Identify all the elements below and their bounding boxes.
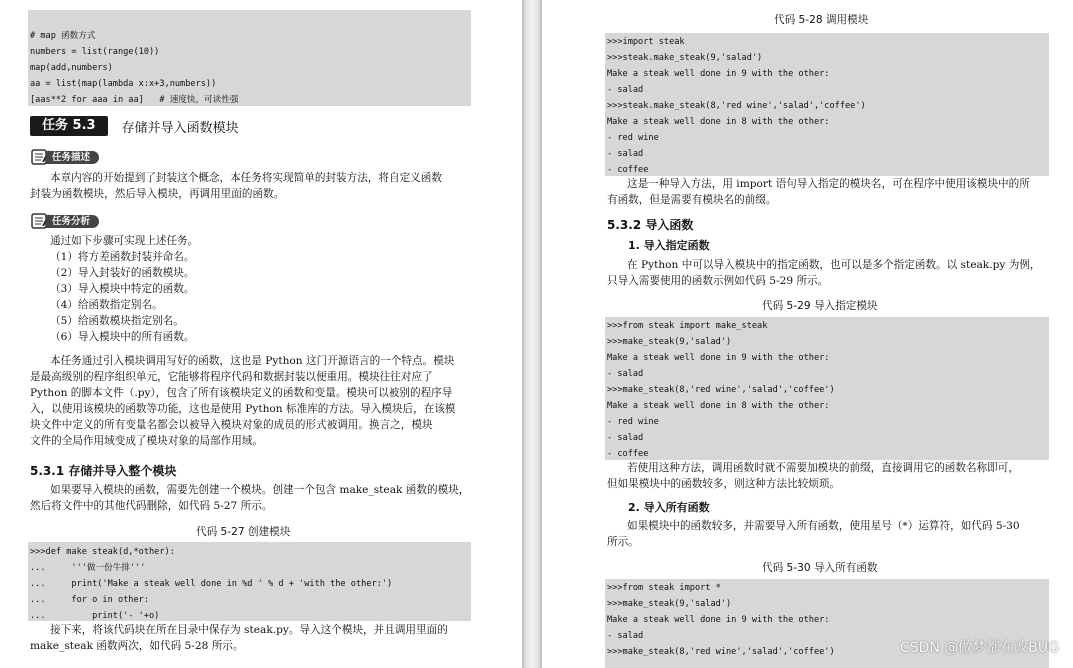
code-block-5-29: [605, 317, 1049, 460]
sub-import-specific-heading: 1. 导入指定函数: [628, 239, 710, 252]
text-line: （4）给函数指定别名。: [50, 299, 163, 311]
text-line: >>>steak.make_steak(9,'salad'): [607, 53, 763, 63]
section-5-3-2-heading: 5.3.2 导入函数: [607, 218, 694, 232]
caption-5-28: 代码 5-28 调用模块: [774, 14, 869, 26]
intro-paragraph: [30, 353, 475, 449]
text-line: - coffee: [607, 449, 649, 459]
describe-paragraph: [30, 170, 470, 202]
text-line: >>>make_steak(9,'salad'): [607, 337, 732, 347]
csdn-watermark: CSDN @做梦都在改BUG: [899, 640, 1059, 656]
task-banner: [30, 116, 239, 136]
text-line: ... '''做一份牛排''': [30, 563, 146, 573]
after-529-paragraph: [607, 460, 1052, 492]
text-line: make_steak 函数两次，如代码 5-28 所示。: [30, 640, 244, 652]
caption-5-30: 代码 5-30 导入所有函数: [762, 562, 878, 574]
text-line: map(add,numbers): [30, 63, 113, 73]
text-line: numbers = list(range(10)): [30, 47, 160, 57]
section-5-3-1-heading: 5.3.1 存储并导入整个模块: [30, 464, 177, 478]
text-line: 通过如下步骤可实现上述任务。: [50, 235, 199, 247]
text-line: 如果模块中的函数较多，并需要导入所有函数，使用星号（*）运算符，如代码 5-30: [627, 520, 1020, 532]
right-page: [542, 0, 1073, 668]
text-line: >>>from steak import make_steak: [607, 321, 768, 331]
text-line: 在 Python 中可以导入模块中的指定函数，也可以是多个指定函数。以 steak.py 为例，: [627, 259, 1041, 271]
text-line: # map 函数方式: [30, 31, 96, 41]
text-line: 如果要导入模块的函数，需要先创建一个模块。创建一个包含 make_steak 函数的模块，: [50, 484, 470, 496]
text-line: Python 的脚本文件（.py），包含了所有该模块定义的函数和变量。模块可以被别的程序导: [30, 387, 453, 399]
text-line: aa = list(map(lambda x:x+3,numbers)): [30, 79, 217, 89]
text-line: Make a steak well done in 9 with the other:: [607, 353, 830, 363]
task-analysis-label: 任务分析: [46, 215, 99, 228]
caption-5-27: 代码 5-27 创建模块: [196, 526, 291, 538]
text-line: 封装为函数模块，然后导入模块，再调用里面的函数。: [30, 188, 285, 200]
text-line: （5）给函数模块指定别名。: [50, 315, 184, 327]
text-line: >>>import steak: [607, 37, 685, 47]
left-page: [0, 0, 522, 668]
text-line: 然后将文件中的其他代码删除，如代码 5-27 所示。: [30, 500, 273, 512]
text-line: 块文件中定义的所有变量名都会以被导入模块对象的成员的形式被调用。换言之，模块: [30, 419, 433, 431]
text-line: （6）导入模块中的所有函数。: [50, 331, 195, 343]
text-line: ... print('- '+o): [30, 611, 160, 621]
text-line: 文件的全局作用域变成了模块对象的局部作用域。: [30, 435, 264, 447]
map-code-block: [28, 10, 471, 106]
text-line: - red wine: [607, 417, 659, 427]
text-line: Make a steak well done in 9 with the other:: [607, 615, 830, 625]
sub1-paragraph: [607, 257, 1052, 289]
task-badge: 任务 5.3: [30, 116, 108, 136]
text-line: 所示。: [607, 536, 639, 548]
text-line: Make a steak well done in 8 with the other:: [607, 117, 830, 127]
text-line: 本任务通过引入模块调用写好的函数，这也是 Python 这门开源语言的一个特点。模块: [50, 355, 455, 367]
text-line: >>>steak.make_steak(8,'red wine','salad','coffee'): [607, 101, 866, 111]
text-line: >>>def make steak(d,*other):: [30, 547, 175, 557]
caption-5-29: 代码 5-29 导入指定模块: [762, 300, 878, 312]
text-line: Make a steak well done in 9 with the other:: [607, 69, 830, 79]
text-line: [aas**2 for aaa in aa] # 速度快，可读性强: [30, 95, 239, 105]
text-line: 接下来，将该代码块在所在目录中保存为 steak.py。导入这个模块，并且调用里面的: [50, 624, 448, 636]
task-title: 存储并导入函数模块: [121, 120, 239, 136]
text-line: （3）导入模块中特定的函数。: [50, 283, 195, 295]
task-analysis-tag: [30, 212, 99, 230]
text-line: ... print('Make a steak well done in %d ' % d + 'with the other:'): [30, 579, 393, 589]
text-line: （2）导入封装好的函数模块。: [50, 267, 195, 279]
analysis-steps: [30, 233, 470, 345]
text-line: 但如果模块中的函数较多，则这种方法比较烦琐。: [607, 478, 841, 490]
text-line: 是最高级别的程序组织单元，它能够将程序代码和数据封装以便重用。模块往往对应了: [30, 371, 433, 383]
text-line: 本章内容的开始提到了封装这个概念，本任务将实现简单的封装方法，将自定义函数: [50, 172, 442, 184]
sub-import-all-heading: 2. 导入所有函数: [628, 501, 710, 514]
code-block-5-27: [28, 542, 471, 621]
text-line: - coffee: [607, 165, 649, 175]
code-block-5-28: [605, 33, 1049, 176]
text-line: - salad: [607, 433, 644, 443]
text-line: >>>make_steak(8,'red wine','salad','coffee'): [607, 647, 835, 657]
text-line: >>>from steak import *: [607, 583, 721, 593]
s531-paragraph: [30, 482, 475, 514]
text-line: - salad: [607, 631, 644, 641]
text-line: >>>make_steak(8,'red wine','salad','coffee'): [607, 385, 835, 395]
text-line: - red wine: [607, 133, 659, 143]
text-line: （1）将方差函数封装并命名。: [50, 251, 195, 263]
book-gutter: [522, 0, 542, 668]
save-steak-paragraph: [30, 622, 475, 654]
after-528-paragraph: [607, 176, 1052, 208]
task-describe-tag: [30, 148, 99, 166]
text-line: - salad: [607, 149, 644, 159]
text-line: 只导入需要使用的函数示例如代码 5-29 所示。: [607, 275, 829, 287]
text-line: - salad: [607, 85, 644, 95]
text-line: 入，以使用该模块的函数等功能，这也是使用 Python 标准库的方法。导入模块后，在该模: [30, 403, 456, 415]
task-describe-label: 任务描述: [46, 151, 99, 164]
text-line: 这是一种导入方法，用 import 语句导入指定的模块名，可在程序中使用该模块中的所: [627, 178, 1030, 190]
text-line: 有函数，但是需要有模块名的前缀。: [607, 194, 777, 206]
text-line: Make a steak well done in 8 with the other:: [607, 401, 830, 411]
text-line: >>>make_steak(9,'salad'): [607, 599, 732, 609]
sub2-paragraph: [607, 518, 1052, 550]
text-line: 若使用这种方法，调用函数时就不需要加模块的前缀，直接调用它的函数名称即可，: [627, 462, 1019, 474]
text-line: - salad: [607, 369, 644, 379]
text-line: ... for o in other:: [30, 595, 149, 605]
